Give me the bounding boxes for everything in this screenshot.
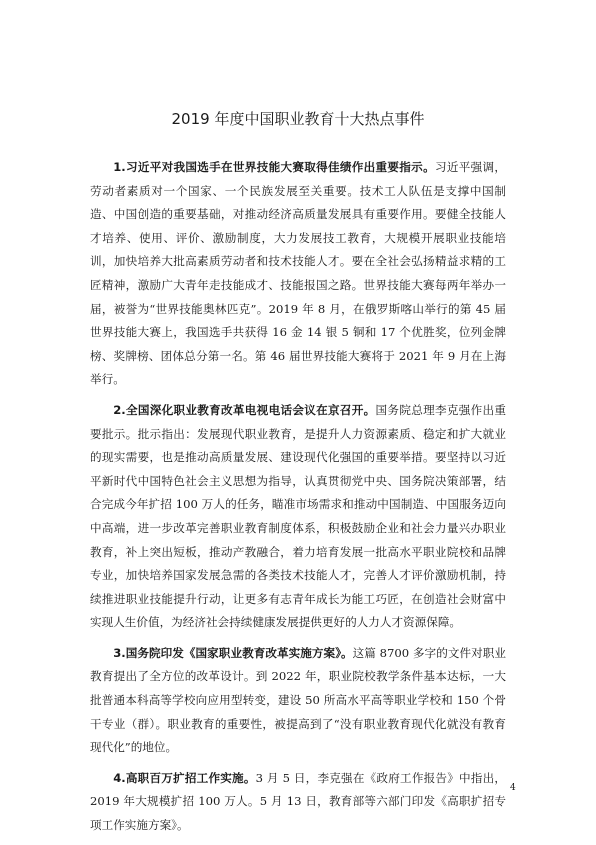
page-title: 2019 年度中国职业教育十大热点事件 xyxy=(171,110,425,128)
paragraph-2 xyxy=(90,399,506,635)
paragraph-4 xyxy=(90,767,506,838)
paragraph-1 xyxy=(90,156,506,392)
paragraph-1-text: 习近平强调，劳动者素质对一个国家、一个民族发展至关重要。技术工人队伍是支撑中国制造、中国创造的重要基础，对推动经济高质量发展具有重要作用。要健全技能人才培养、使用、评价、激励制度，大力发展技工教育，大规模开展职业技能培训，加快培养大批高素质劳动者和技术技能人才。要在全社会弘扬精益求精的工匠精神，激励广大青年走技能成才、技能报国之路。世界技能大赛每两年举办一届，被誉为“世界技能奥林匹克”。2019 年 8 月，在俄罗斯喀山举行的第 45 届世界技能大赛上，我国选手共获得 16 金 14 银 5 铜和 17 个优胜奖，位列金牌榜、奖牌榜、团体总分第一名。第 46 届世界技能大赛将于 2021 年 9 月在上海举行。 xyxy=(90,160,506,387)
paragraph-3 xyxy=(90,642,506,760)
paragraph-1-heading: 1.习近平对我国选手在世界技能大赛取得佳绩作出重要指示。 xyxy=(113,160,435,174)
paragraph-2-text: 国务院总理李克强作出重要批示。批示指出：发展现代职业教育，是提升人力资源素质、稳定和扩大就业的现实需要，也是推动高质量发展、建设现代化强国的重要举措。要坚持以习近平新时代中国特色社会主义思想为指导，认真贯彻党中央、国务院决策部署，结合完成今年扩招 100 万人的任务，瞄准市场需求和推动中国制造、中国服务迈向中高端，进一步改革完善职业教育制度体系，积极鼓励企业和社会力量兴办职业教育，补上突出短板，推动产教融合，着力培育发展一批高水平职业院校和品牌专业，加快培养国家发展急需的各类技术技能人才，完善人才评价激励机制，持续推进职业技能提升行动，让更多有志青年成长为能工巧匠，在创造社会财富中实现人生价值，为经济社会持续健康发展提供更好的人力人才资源保障。 xyxy=(90,402,506,630)
document-body xyxy=(90,156,506,845)
paragraph-3-heading: 3.国务院印发《国家职业教育改革实施方案》。 xyxy=(113,645,353,660)
paragraph-4-heading: 4.高职百万扩招工作实施。 xyxy=(113,770,256,785)
paragraph-4-text: 3 月 5 日，李克强在《政府工作报告》中指出，2019 年大规模扩招 100 万人。5 月 13 日，教育部等六部门印发《高职扩招专项工作实施方案》。 xyxy=(90,770,506,833)
paragraph-3-text: 这篇 8700 多字的文件对职业教育提出了全方位的改革设计。到 2022 年，职业院校教学条件基本达标，一大批普通本科高等学校向应用型转变，建设 50 所高水平高等职业学校和 150 个骨干专业（群）。职业教育的重要性，被提高到了“没有职业教育现代化就没有教育现代化”的地位。 xyxy=(90,645,506,755)
paragraph-2-heading: 2.全国深化职业教育改革电视电话会议在京召开。 xyxy=(113,402,376,417)
page-number: 4 xyxy=(510,783,516,793)
